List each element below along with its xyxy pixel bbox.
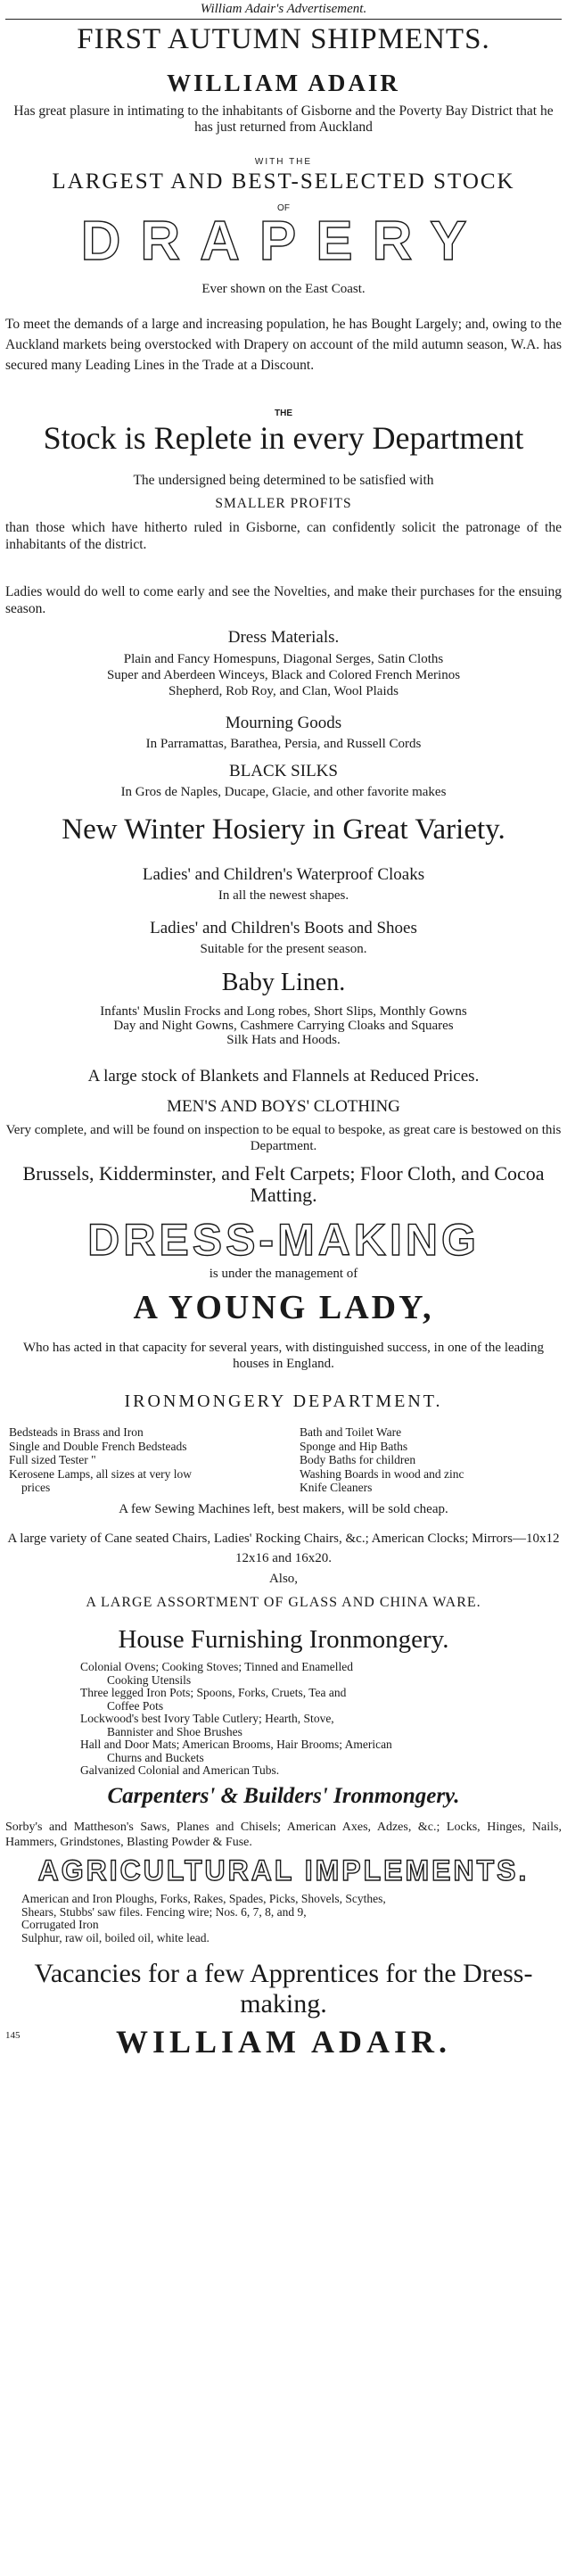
list-item: Corrugated Iron <box>21 1918 99 1931</box>
agricultural-list <box>21 1893 562 1944</box>
list-item: Three legged Iron Pots; Spoons, Forks, Cruets, Tea and <box>80 1686 347 1699</box>
list-item: Silk Hats and Hoods. <box>226 1033 341 1047</box>
mourning-title: Mourning Goods <box>225 714 342 732</box>
hosiery-heading: New Winter Hosiery in Great Variety. <box>62 813 505 846</box>
footer-name: WILLIAM ADAIR. <box>115 2024 452 2060</box>
boots-title: Ladies' and Children's Boots and Shoes <box>150 919 417 937</box>
glass-china: A LARGE ASSORTMENT OF GLASS AND CHINA WARE. <box>86 1595 481 1610</box>
headline: FIRST AUTUMN SHIPMENTS. <box>77 23 490 55</box>
boots-line: Suitable for the present season. <box>200 942 367 956</box>
list-item: prices <box>21 1481 51 1494</box>
ironmongery-title: IRONMONGERY DEPARTMENT. <box>124 1391 443 1411</box>
carpets-line: Brussels, Kidderminster, and Felt Carpets; Floor Cloth, and Cocoa Matting. <box>22 1162 545 1206</box>
list-item: American and Iron Ploughs, Forks, Rakes, Spades, Picks, Shovels, Scythes, <box>21 1892 386 1905</box>
mourning-line: In Parramattas, Barathea, Persia, and Russell Cords <box>145 737 422 751</box>
ironmongery-right-list <box>300 1425 558 1495</box>
list-item: Hall and Door Mats; American Brooms, Hair Brooms; American <box>80 1738 392 1751</box>
header-rule <box>5 19 562 20</box>
house-furnishing-title: House Furnishing Ironmongery. <box>118 1625 449 1654</box>
black-silks-line: In Gros de Naples, Ducape, Glacie, and other favorite makes <box>120 785 447 799</box>
house-furnishing-list <box>80 1661 540 1778</box>
ladies-paragraph: Ladies would do well to come early and see the Novelties, and make their purchases for the ensuing season. <box>5 584 562 616</box>
list-item: Full sized Tester " <box>9 1453 96 1466</box>
intro-text: Has great plasure in intimating to the inhabitants of Gisborne and the Poverty Bay District that he has just returned from Auckland <box>13 103 554 135</box>
list-item: Infants' Muslin Frocks and Long robes, Short Slips, Monthly Gowns <box>100 1004 467 1019</box>
also-label: Also, <box>268 1572 299 1586</box>
list-item: Shepherd, Rob Roy, and Clan, Wool Plaids <box>168 684 399 698</box>
mens-title: MEN'S AND BOYS' CLOTHING <box>167 1097 400 1116</box>
list-item: Coffee Pots <box>107 1698 164 1713</box>
ever-shown: Ever shown on the East Coast. <box>201 282 366 296</box>
list-item: Lockwood's best Ivory Table Cutlery; Hearth, Stove, <box>80 1712 334 1725</box>
chairs-line: A large variety of Cane seated Chairs, Ladies' Rocking Chairs, &c.; American Clocks; Mirrors—10x12 12x16 and 16x20. <box>7 1532 560 1565</box>
black-silks-title: BLACK SILKS <box>229 762 338 780</box>
undersigned-text: The undersigned being determined to be satisfied with <box>133 473 434 488</box>
dress-materials-list <box>5 651 562 699</box>
list-item: Bedsteads in Brass and Iron <box>9 1425 144 1439</box>
list-item: Super and Aberdeen Winceys, Black and Colored French Merinos <box>106 668 461 682</box>
list-item: Kerosene Lamps, all sizes at very low <box>9 1466 193 1481</box>
list-item: Cooking Utensils <box>107 1672 192 1687</box>
mens-line: Very complete, and will be found on inspection to be equal to bespoke, as great care is bestowed on this Department. <box>5 1123 562 1153</box>
smaller-profits: SMALLER PROFITS <box>215 496 352 511</box>
list-item: Bath and Toilet Ware <box>300 1425 402 1439</box>
largest-stock: LARGEST AND BEST-SELECTED STOCK <box>52 169 515 194</box>
list-item: Galvanized Colonial and American Tubs. <box>80 1763 280 1777</box>
the-label: THE <box>275 409 292 418</box>
demand-paragraph: To meet the demands of a large and increasing population, he has Bought Largely; and, owing to the Auckland markets being overstocked with Drapery on account of the mild autumn season, W.A. has secured many Leading Lines in the Trade at a Discount. <box>5 317 562 373</box>
carpenters-line: Sorby's and Mattheson's Saws, Planes and Chisels; American Axes, Adzes, &c.; Locks, Hinges, Nails, Hammers, Grindstones, Blasting Powder & Fuse. <box>5 1821 562 1849</box>
sewing-machines: A few Sewing Machines left, best makers, will be sold cheap. <box>119 1502 448 1516</box>
list-item: Body Baths for children <box>300 1453 416 1466</box>
list-item: Churns and Buckets <box>107 1750 204 1764</box>
list-item: Bannister and Shoe Brushes <box>107 1724 242 1738</box>
page-number: 145 <box>5 2030 21 2041</box>
baby-linen-title: Baby Linen. <box>221 969 346 996</box>
cloaks-line: In all the newest shapes. <box>218 888 349 903</box>
agricultural-title: AGRICULTURAL IMPLEMENTS. <box>37 1854 530 1887</box>
stock-replete: Stock is Replete in every Department <box>43 420 524 456</box>
of-label: OF <box>277 203 290 213</box>
vacancies-heading: Vacancies for a few Apprentices for the Dress-making. <box>34 1959 533 2019</box>
cloaks-title: Ladies' and Children's Waterproof Cloaks <box>142 865 425 884</box>
dressmaking-heading: DRESS-MAKING <box>87 1215 480 1265</box>
list-item: Day and Night Gowns, Cashmere Carrying Cloaks and Squares <box>113 1019 454 1033</box>
carpenters-title: Carpenters' & Builders' Ironmongery. <box>107 1784 460 1808</box>
list-item: Single and Double French Bedsteads <box>9 1439 187 1453</box>
with-the: WITH THE <box>254 157 313 167</box>
ironmongery-left-list <box>9 1425 285 1495</box>
list-item: Plain and Fancy Homespuns, Diagonal Serges, Satin Cloths <box>123 652 444 666</box>
blankets-line: A large stock of Blankets and Flannels at Reduced Prices. <box>87 1067 480 1086</box>
running-title: William Adair's Advertisement. <box>200 2 367 16</box>
dressmaking-desc: Who has acted in that capacity for several years, with distinguished success, in one of the leading houses in England. <box>23 1341 544 1371</box>
list-item: Knife Cleaners <box>300 1481 373 1494</box>
dress-materials-title: Dress Materials. <box>227 628 340 647</box>
list-item: Shears, Stubbs' saw files. Fencing wire; Nos. 6, 7, 8, and 9, <box>21 1904 307 1919</box>
list-item: Sponge and Hip Baths <box>300 1439 408 1453</box>
dressmaking-under: is under the management of <box>209 1267 358 1281</box>
list-item: Colonial Ovens; Cooking Stoves; Tinned and Enamelled <box>80 1660 353 1673</box>
than-those-text: than those which have hitherto ruled in Gisborne, can confidently solicit the patronage of the inhabitants of the district. <box>5 520 562 552</box>
list-item: Sulphur, raw oil, boiled oil, white lead. <box>21 1930 210 1944</box>
list-item: Washing Boards in wood and zinc <box>300 1466 464 1481</box>
drapery-heading: DRAPERY <box>80 211 487 272</box>
merchant-name: WILLIAM ADAIR <box>167 70 400 96</box>
baby-linen-list <box>5 1004 562 1047</box>
young-lady: A YOUNG LADY, <box>133 1289 434 1326</box>
